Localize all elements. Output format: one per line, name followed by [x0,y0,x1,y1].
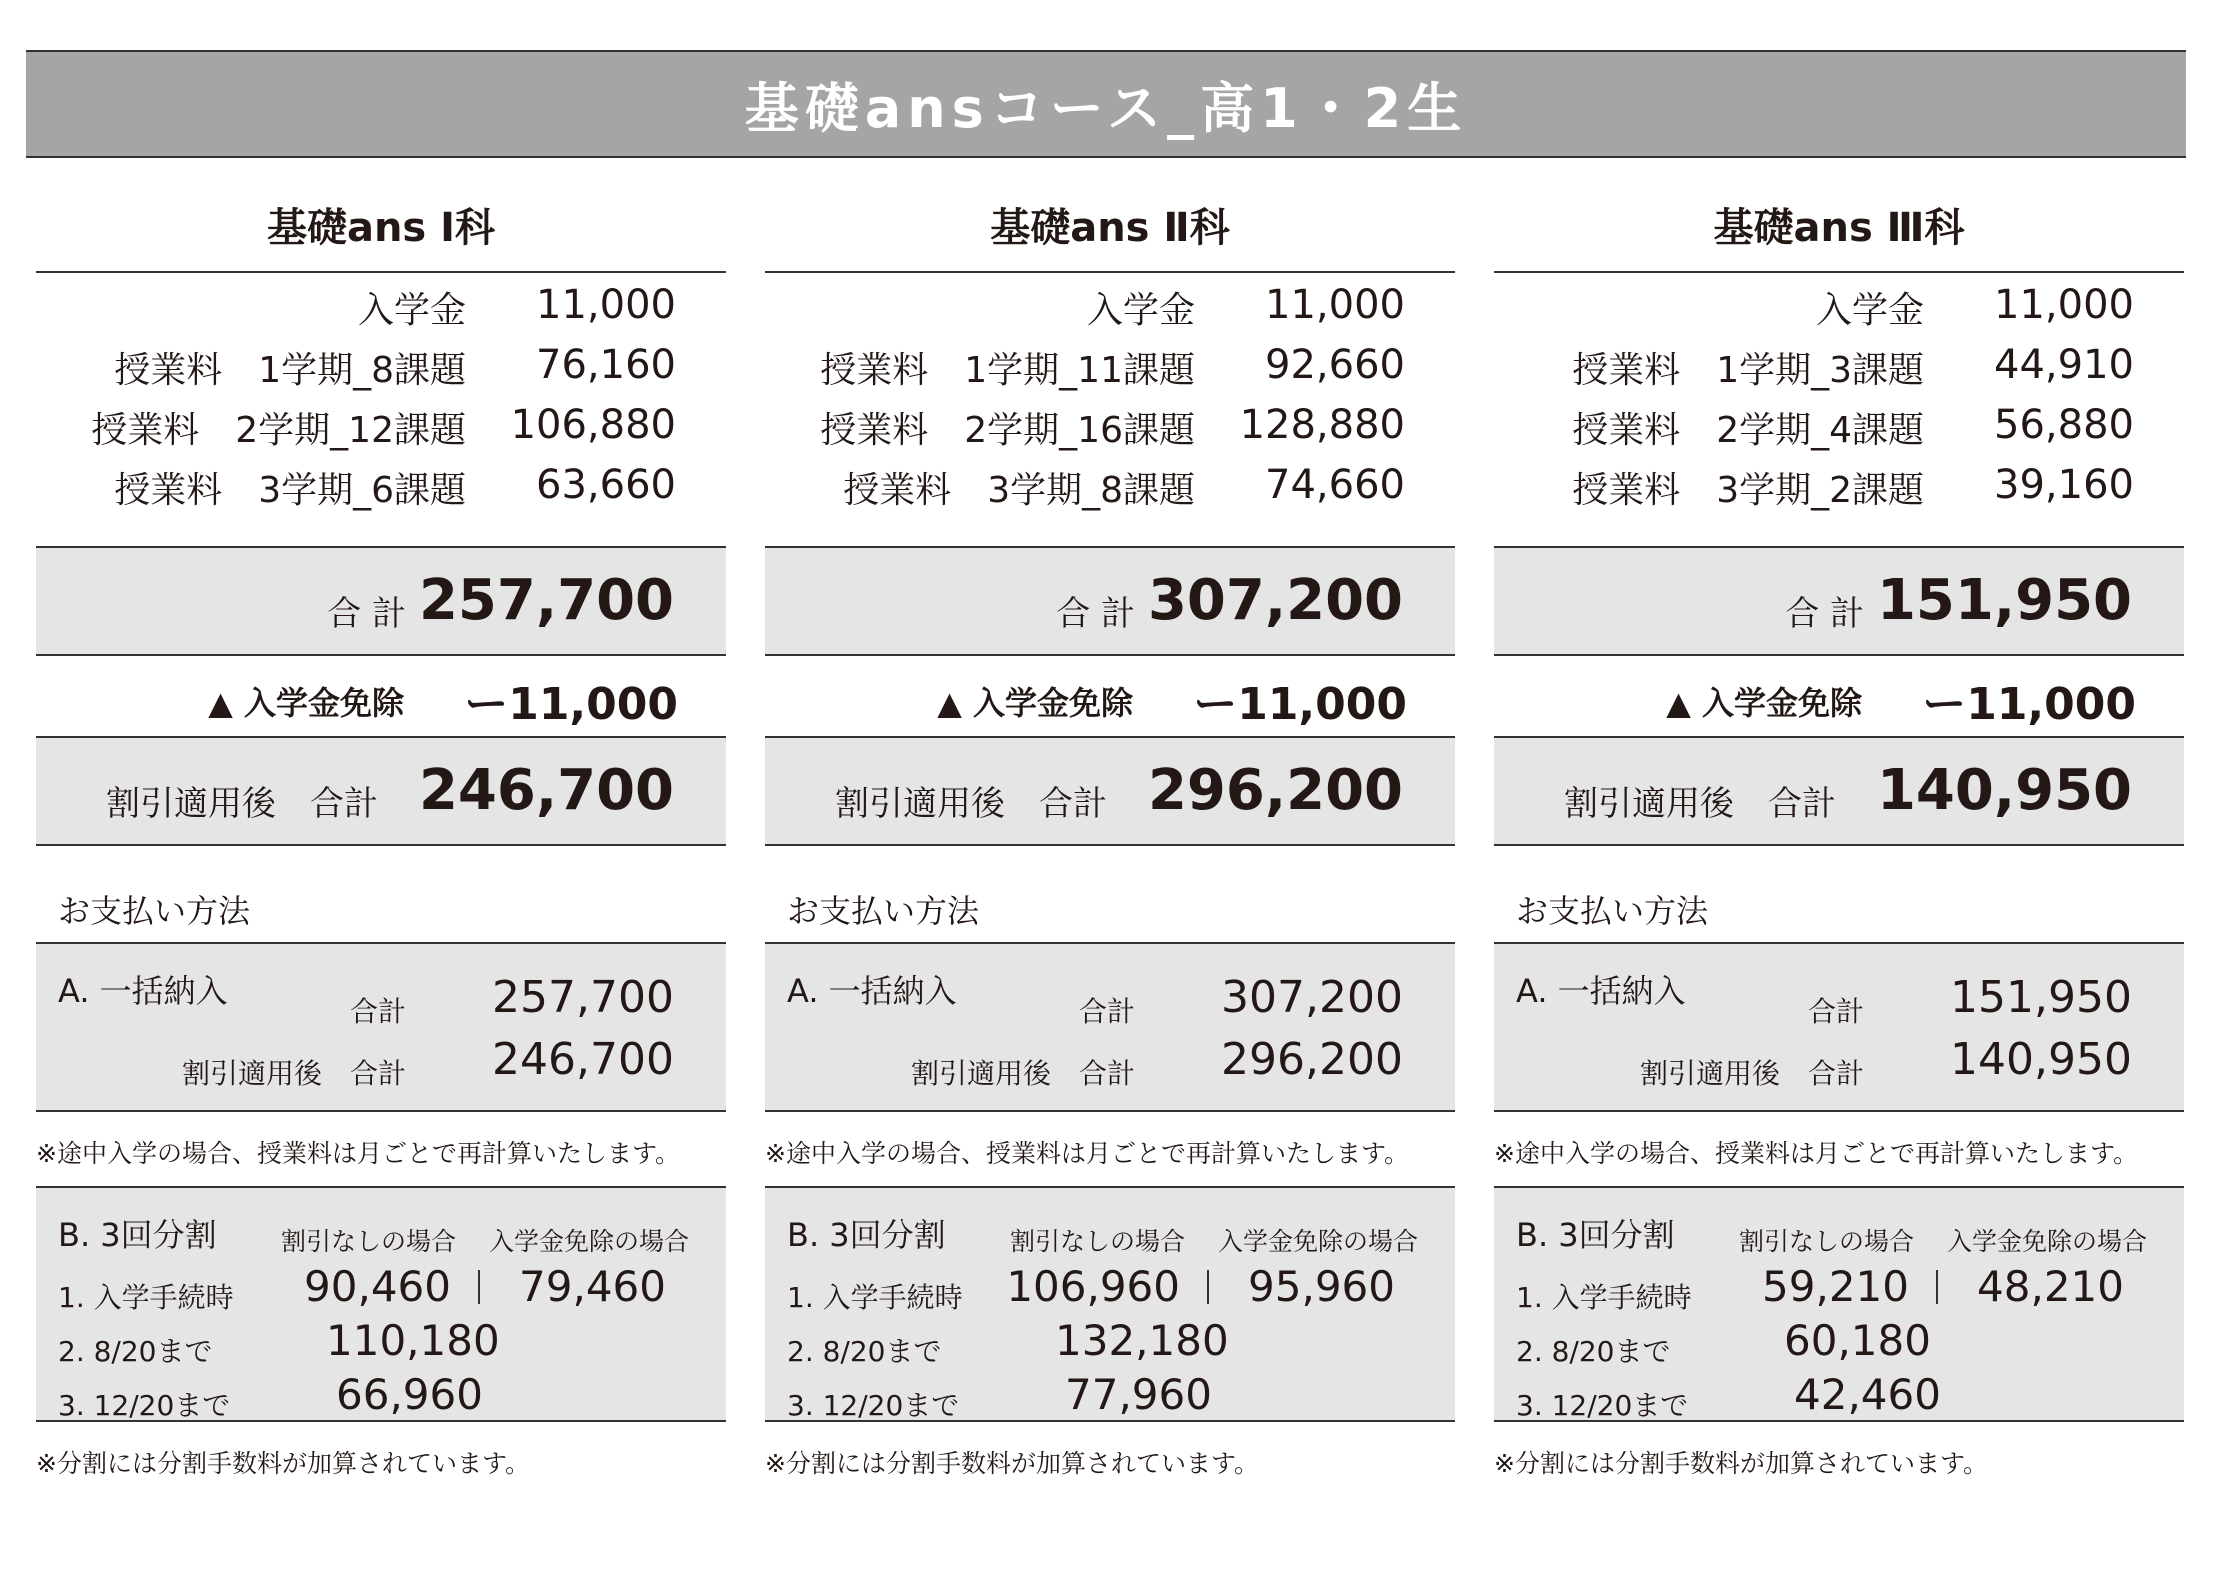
installment-col2-header: 入学金免除の場合 [489,1227,690,1256]
divider [36,1420,726,1422]
note-midway: ※途中入学の場合、授業料は月ごとで再計算いたします。 [36,1139,680,1168]
fee-amount: 44,910 [1994,342,2134,388]
column-title: 基礎ans Ⅰ科 [266,205,496,251]
lump-total-label: 合計 [1078,995,1135,1028]
installment-col2-header: 入学金免除の場合 [1218,1227,1419,1256]
fee-label: 入学金 [1086,290,1195,331]
lump-discount-total: 140,950 [1950,1034,2132,1085]
installment-title: B. 3回分割 [58,1216,217,1254]
note-installment-fee: ※分割には分割手数料が加算されています。 [765,1449,1259,1478]
fee-amount: 92,660 [1265,342,1405,388]
lump-discount-label: 割引適用後 合計 [1639,1057,1864,1090]
course-column-3 [1494,158,2184,1538]
installment-value: 60,180 [1784,1316,1931,1365]
fee-row [765,456,1455,516]
fee-amount: 76,160 [536,342,676,388]
installment-value: 110,180 [326,1316,500,1365]
installment-row-label: 3. 12/20まで [787,1389,960,1422]
installment-row-label: 2. 8/20まで [787,1335,942,1368]
discount-band [765,738,1455,844]
exemption-label: ▲ 入学金免除 [1666,684,1862,722]
fee-row [765,336,1455,396]
lump-title: A. 一括納入 [1516,972,1686,1010]
total-label: 合 計 [1056,594,1135,634]
exemption-value: ー11,000 [464,679,678,730]
exemption-label: ▲ 入学金免除 [208,684,404,722]
course-title: 基礎ansコース_高1・2生 [744,76,1468,140]
fee-amount: 56,880 [1994,402,2134,448]
note-installment-fee: ※分割には分割手数料が加算されています。 [1494,1449,1988,1478]
fee-amount: 128,880 [1239,402,1405,448]
exemption-value: ー11,000 [1922,679,2136,730]
fee-label: 授業料 2学期_16課題 [820,410,1195,451]
divider [1494,271,2184,273]
installment-value-regular: 106,960 [1006,1262,1180,1311]
discount-band [36,738,726,844]
exemption-row [1494,656,2184,736]
installment-col1-header: 割引なしの場合 [281,1227,457,1256]
fee-row [765,396,1455,456]
divider [1494,844,2184,846]
fee-row [36,396,726,456]
fee-amount: 39,160 [1994,462,2134,508]
installment-value-regular: 90,460 [304,1262,451,1311]
lump-total-label: 合計 [349,995,406,1028]
installment-value-exempt: 79,460 [519,1262,666,1311]
exemption-value: ー11,000 [1193,679,1407,730]
total-value: 257,700 [418,568,674,633]
installment-band [36,1188,726,1420]
installment-col1-header: 割引なしの場合 [1010,1227,1186,1256]
lump-payment-band [36,944,726,1110]
column-separator [478,1270,480,1304]
lump-payment-band [765,944,1455,1110]
fee-label: 授業料 3学期_6課題 [114,470,466,511]
installment-band [765,1188,1455,1420]
note-installment-fee: ※分割には分割手数料が加算されています。 [36,1449,530,1478]
fee-amount: 11,000 [536,282,676,328]
column-separator [1207,1270,1209,1304]
fee-label: 授業料 3学期_8課題 [843,470,1195,511]
installment-title: B. 3回分割 [787,1216,946,1254]
fee-label: 授業料 2学期_12課題 [91,410,466,451]
payment-methods-label: お支払い方法 [58,892,251,930]
exemption-row [36,656,726,736]
divider [765,844,1455,846]
divider [1494,1110,2184,1112]
fee-row [765,276,1455,336]
course-column-2 [765,158,1455,1538]
column-title: 基礎ans Ⅲ科 [1713,205,1965,251]
fee-row [1494,396,2184,456]
payment-methods-label: お支払い方法 [787,892,980,930]
discount-label: 割引適用後 合計 [1564,784,1836,824]
total-label: 合 計 [1785,594,1864,634]
fee-amount: 106,880 [510,402,676,448]
lump-discount-label: 割引適用後 合計 [181,1057,406,1090]
installment-row-label: 1. 入学手続時 [1516,1281,1692,1314]
exemption-row [765,656,1455,736]
fee-label: 入学金 [1815,290,1924,331]
fee-label: 授業料 2学期_4課題 [1572,410,1924,451]
installment-title: B. 3回分割 [1516,1216,1675,1254]
fee-list [1494,276,2184,516]
installment-row-label: 2. 8/20まで [58,1335,213,1368]
installment-value: 132,180 [1055,1316,1229,1365]
discount-label: 割引適用後 合計 [106,784,378,824]
course-column-1 [36,158,726,1538]
discount-total: 296,200 [1147,758,1403,823]
installment-col1-header: 割引なしの場合 [1739,1227,1915,1256]
installment-band [1494,1188,2184,1420]
total-band [765,548,1455,654]
column-separator [1936,1270,1938,1304]
discount-total: 246,700 [418,758,674,823]
installment-value: 66,960 [336,1370,483,1419]
lump-discount-total: 246,700 [492,1034,674,1085]
fee-row [36,336,726,396]
installment-value-exempt: 48,210 [1977,1262,2124,1311]
divider [1494,1420,2184,1422]
lump-total: 257,700 [492,972,674,1023]
installment-value: 77,960 [1065,1370,1212,1419]
fee-list [765,276,1455,516]
total-value: 307,200 [1147,568,1403,633]
fee-label: 入学金 [357,290,466,331]
installment-row-label: 3. 12/20まで [1516,1389,1689,1422]
note-midway: ※途中入学の場合、授業料は月ごとで再計算いたします。 [1494,1139,2138,1168]
installment-row-label: 1. 入学手続時 [787,1281,963,1314]
fee-row [1494,276,2184,336]
total-label: 合 計 [327,594,406,634]
divider [36,271,726,273]
lump-discount-label: 割引適用後 合計 [910,1057,1135,1090]
fee-row [36,456,726,516]
installment-row-label: 3. 12/20まで [58,1389,231,1422]
divider [765,1110,1455,1112]
total-band [36,548,726,654]
lump-total: 307,200 [1221,972,1403,1023]
course-banner [26,50,2186,158]
installment-value: 42,460 [1794,1370,1941,1419]
lump-discount-total: 296,200 [1221,1034,1403,1085]
fee-list [36,276,726,516]
installment-row-label: 1. 入学手続時 [58,1281,234,1314]
installment-col2-header: 入学金免除の場合 [1947,1227,2148,1256]
fee-amount: 11,000 [1265,282,1405,328]
discount-total: 140,950 [1876,758,2132,823]
fee-row [36,276,726,336]
fee-label: 授業料 1学期_11課題 [820,350,1195,391]
divider [36,844,726,846]
divider [765,271,1455,273]
fee-amount: 74,660 [1265,462,1405,508]
note-midway: ※途中入学の場合、授業料は月ごとで再計算いたします。 [765,1139,1409,1168]
discount-band [1494,738,2184,844]
installment-value-exempt: 95,960 [1248,1262,1395,1311]
total-value: 151,950 [1876,568,2132,633]
fee-row [1494,456,2184,516]
lump-title: A. 一括納入 [787,972,957,1010]
lump-payment-band [1494,944,2184,1110]
fee-row [1494,336,2184,396]
discount-label: 割引適用後 合計 [835,784,1107,824]
lump-total-label: 合計 [1807,995,1864,1028]
divider [765,1420,1455,1422]
payment-methods-label: お支払い方法 [1516,892,1709,930]
installment-row-label: 2. 8/20まで [1516,1335,1671,1368]
fee-label: 授業料 1学期_8課題 [114,350,466,391]
total-band [1494,548,2184,654]
fee-label: 授業料 1学期_3課題 [1572,350,1924,391]
installment-value-regular: 59,210 [1762,1262,1909,1311]
column-title: 基礎ans Ⅱ科 [990,205,1230,251]
lump-title: A. 一括納入 [58,972,228,1010]
fee-label: 授業料 3学期_2課題 [1572,470,1924,511]
divider [36,1110,726,1112]
fee-amount: 63,660 [536,462,676,508]
exemption-label: ▲ 入学金免除 [937,684,1133,722]
fee-amount: 11,000 [1994,282,2134,328]
lump-total: 151,950 [1950,972,2132,1023]
